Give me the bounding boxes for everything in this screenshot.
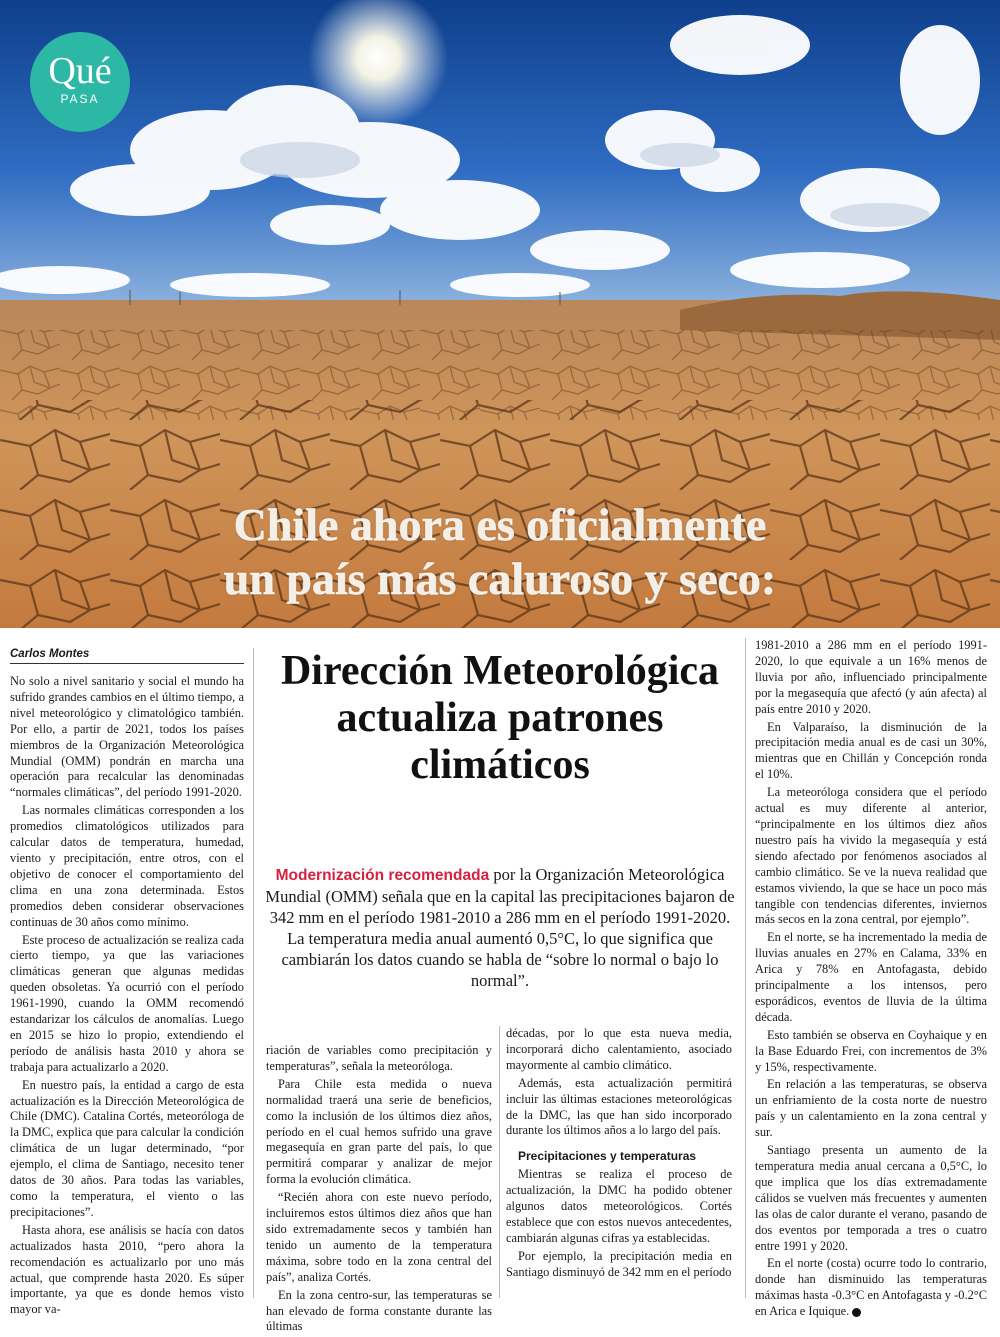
- paragraph: Santiago presenta un aumento de la temperatura media anual cercana a 0,5°C, lo que implica que los días extremadamente cálidos se vuelven más frecuentes y aumenten las olas de calor durante el verano, pasando de dos eventos por temporada a tres o cuatro entre 1991 y 2020.: [755, 1143, 987, 1253]
- end-of-article-bullet-icon: [852, 1308, 861, 1317]
- column-divider: [499, 1026, 500, 1298]
- paragraph: No solo a nivel sanitario y social el mundo ha sufrido grandes cambios en el último tiempo, a nivel meteorológico y climatológico también. Por ello, a partir de 2021, todos los países miembros de la Organización Meteorológica Mundial (OMM) pondrán en marcha una operación para recalcular las denominadas “normales climáticas”, del período 1991-2020.: [10, 674, 244, 800]
- paragraph: Además, esta actualización permitirá incluir las últimas estaciones meteorológicas de la DMC, las que han sido incorporado durante los últimos años a lo largo del país.: [506, 1075, 732, 1138]
- hero-headline: [0, 498, 1000, 606]
- paragraph: Hasta ahora, ese análisis se hacía con datos actualizados hasta 2010, “pero ahora la recomendación es actualizarlo por uno más actual, que comprende hasta 2020. Es súper importante, ya que es donde hemos visto mayor va-: [10, 1222, 244, 1317]
- paragraph: Este proceso de actualización se realiza cada cierto tiempo, ya que las variaciones climáticas generan que algunas medidas queden obsoletas. Ya ocurrió con el período 1961-1990, cuando la OMM recomendó estandarizar los cálculos de anomalías. Luego en 2015 se hizo lo propio, extendiendo el período de análisis hasta 2010 y ahora se trabaja para actualizarlo a 2020.: [10, 932, 244, 1074]
- paragraph: En Valparaíso, la disminución de la precipitación media anual es de casi un 30%, mientras que en Chillán y Concepción ronda el 10%.: [755, 719, 987, 782]
- paragraph: En el norte, se ha incrementado la media de lluvias anuales en 27% en Calama, 33% en Arica y 78% en Antofagasta, debido principalmente a los intensos, pero esporádicos, eventos de lluvia de la última década.: [755, 930, 987, 1024]
- paragraph: Para Chile esta medida o nueva normalidad traerá una serie de beneficios, como la inclusión de los últimos diez años, período en el cual hemos sufrido una grave megasequía en gran parte del país, lo que permitirá comparar y analizar de mejor forma la evolución climática.: [266, 1076, 492, 1187]
- article-column-1: [10, 674, 244, 1320]
- paragraph: En relación a las temperaturas, se observa un enfriamiento de la costa norte de nuestro país y un calentamiento en la zona central y sur.: [755, 1077, 987, 1140]
- hero-headline-line-2: un país más caluroso y seco:: [223, 553, 777, 604]
- paragraph: Mientras se realiza el proceso de actualización, la DMC ha podido obtener algunos datos meteorológicos. Cortés establece que con estos nuevos antecedentes, cambiarán algunas cifras ya establecidas.: [506, 1167, 732, 1245]
- paragraph: “Recién ahora con este nuevo período, incluiremos estos últimos diez años que han sido extremadamente secos y también han tenido un aumento de la temperatura máxima, sobre todo en la zona central del país”, analiza Cortés.: [266, 1190, 492, 1284]
- paragraph: En nuestro país, la entidad a cargo de esta actualización es la Dirección Meteorológica de Chile (DMC). Catalina Cortés, meteoróloga de la DMC, explica que para calcular la condición climática de un lugar determinado, “por ejemplo, el clima de Santiago, necesito tener datos de 30 años. Para todas las variables, como la temperatura, el viento o las precipitaciones”.: [10, 1077, 244, 1219]
- paragraph: Esto también se observa en Coyhaique y en la Base Eduardo Frei, con incrementos de 3% y 15%, respectivamente.: [755, 1027, 987, 1074]
- que-pasa-logo: [30, 32, 130, 132]
- section-subhead: Precipitaciones y temperaturas: [518, 1149, 697, 1164]
- paragraph: La meteoróloga considera que el período actual es muy diferente al anterior, “principalmente en los últimos diez años nuestro país ha vivido la megasequía y está siendo afectado por fenómenos asociados al cambio climático. Se ve la nueva realidad que estamos viviendo, la que se hace un poco más tangible con tendencias diferentes, inviernos más secos en la zona central, por ejemplo”.: [755, 785, 987, 927]
- paragraph-final: [755, 1256, 987, 1320]
- hero-photo: [0, 0, 1000, 628]
- hero-headline-line-1: Chile ahora es oficialmente: [233, 499, 767, 550]
- paragraph: décadas, por lo que esta nueva media, incorporará dicho calentamiento, asociado mayormente al cambio climático.: [506, 1026, 732, 1072]
- article-column-3: [506, 1026, 732, 1283]
- paragraph: 1981-2010 a 286 mm en el período 1991-2020, lo que equivale a un 16% menos de lluvia por año, influenciado principalmente por la megasequía que afectó (y aún afecta) al país entre 2010 y 2020.: [755, 638, 987, 716]
- author-byline: Carlos Montes: [10, 648, 244, 664]
- paragraph: riación de variables como precipitación y temperaturas”, señala la meteoróloga.: [266, 1043, 492, 1073]
- paragraph: Por ejemplo, la precipitación media en Santiago disminuyó de 342 mm en el período: [506, 1248, 732, 1279]
- lead-text: por la Organización Meteorológica Mundial (OMM) señala que en la capital las precipitaciones bajaron de 342 mm en el período 1981-2010 a 286 mm en el período 1991-2020. La temperatura media anual aumentó 0,5°C, lo que significa que cambiarán los datos cuando se habla de “sobre lo normal o bajo lo normal”.: [265, 865, 735, 990]
- article-lead: [262, 864, 738, 991]
- column-divider: [745, 638, 746, 1298]
- article-title: Dirección Meteorológica actualiza patrones climáticos: [280, 648, 720, 788]
- article-column-4: [755, 638, 987, 1322]
- article-column-2: [266, 1043, 492, 1337]
- logo-main-text: Qué: [48, 50, 112, 92]
- paragraph: Las normales climáticas corresponden a los promedios climatológicos utilizados para calcular datos de temperatura, humedad, viento y precipitación, entre otros, con el objetivo de conocer el comportamiento del clima en una zona determinada. Estos promedios deben considerar observaciones continuas de 30 años como mínimo.: [10, 803, 244, 929]
- logo-sub-text: PASA: [60, 92, 100, 106]
- paragraph-final-text: En el norte (costa) ocurre todo lo contrario, donde han disminuido las temperaturas máximas hasta -0.3°C en Antofagasta y -0.2°C en Arica e Iquique.: [755, 1256, 987, 1319]
- lead-highlight: Modernización recomendada: [275, 867, 490, 884]
- paragraph: En la zona centro-sur, las temperaturas se han elevado de forma constante durante las últimas: [266, 1287, 492, 1334]
- column-divider: [253, 648, 254, 1298]
